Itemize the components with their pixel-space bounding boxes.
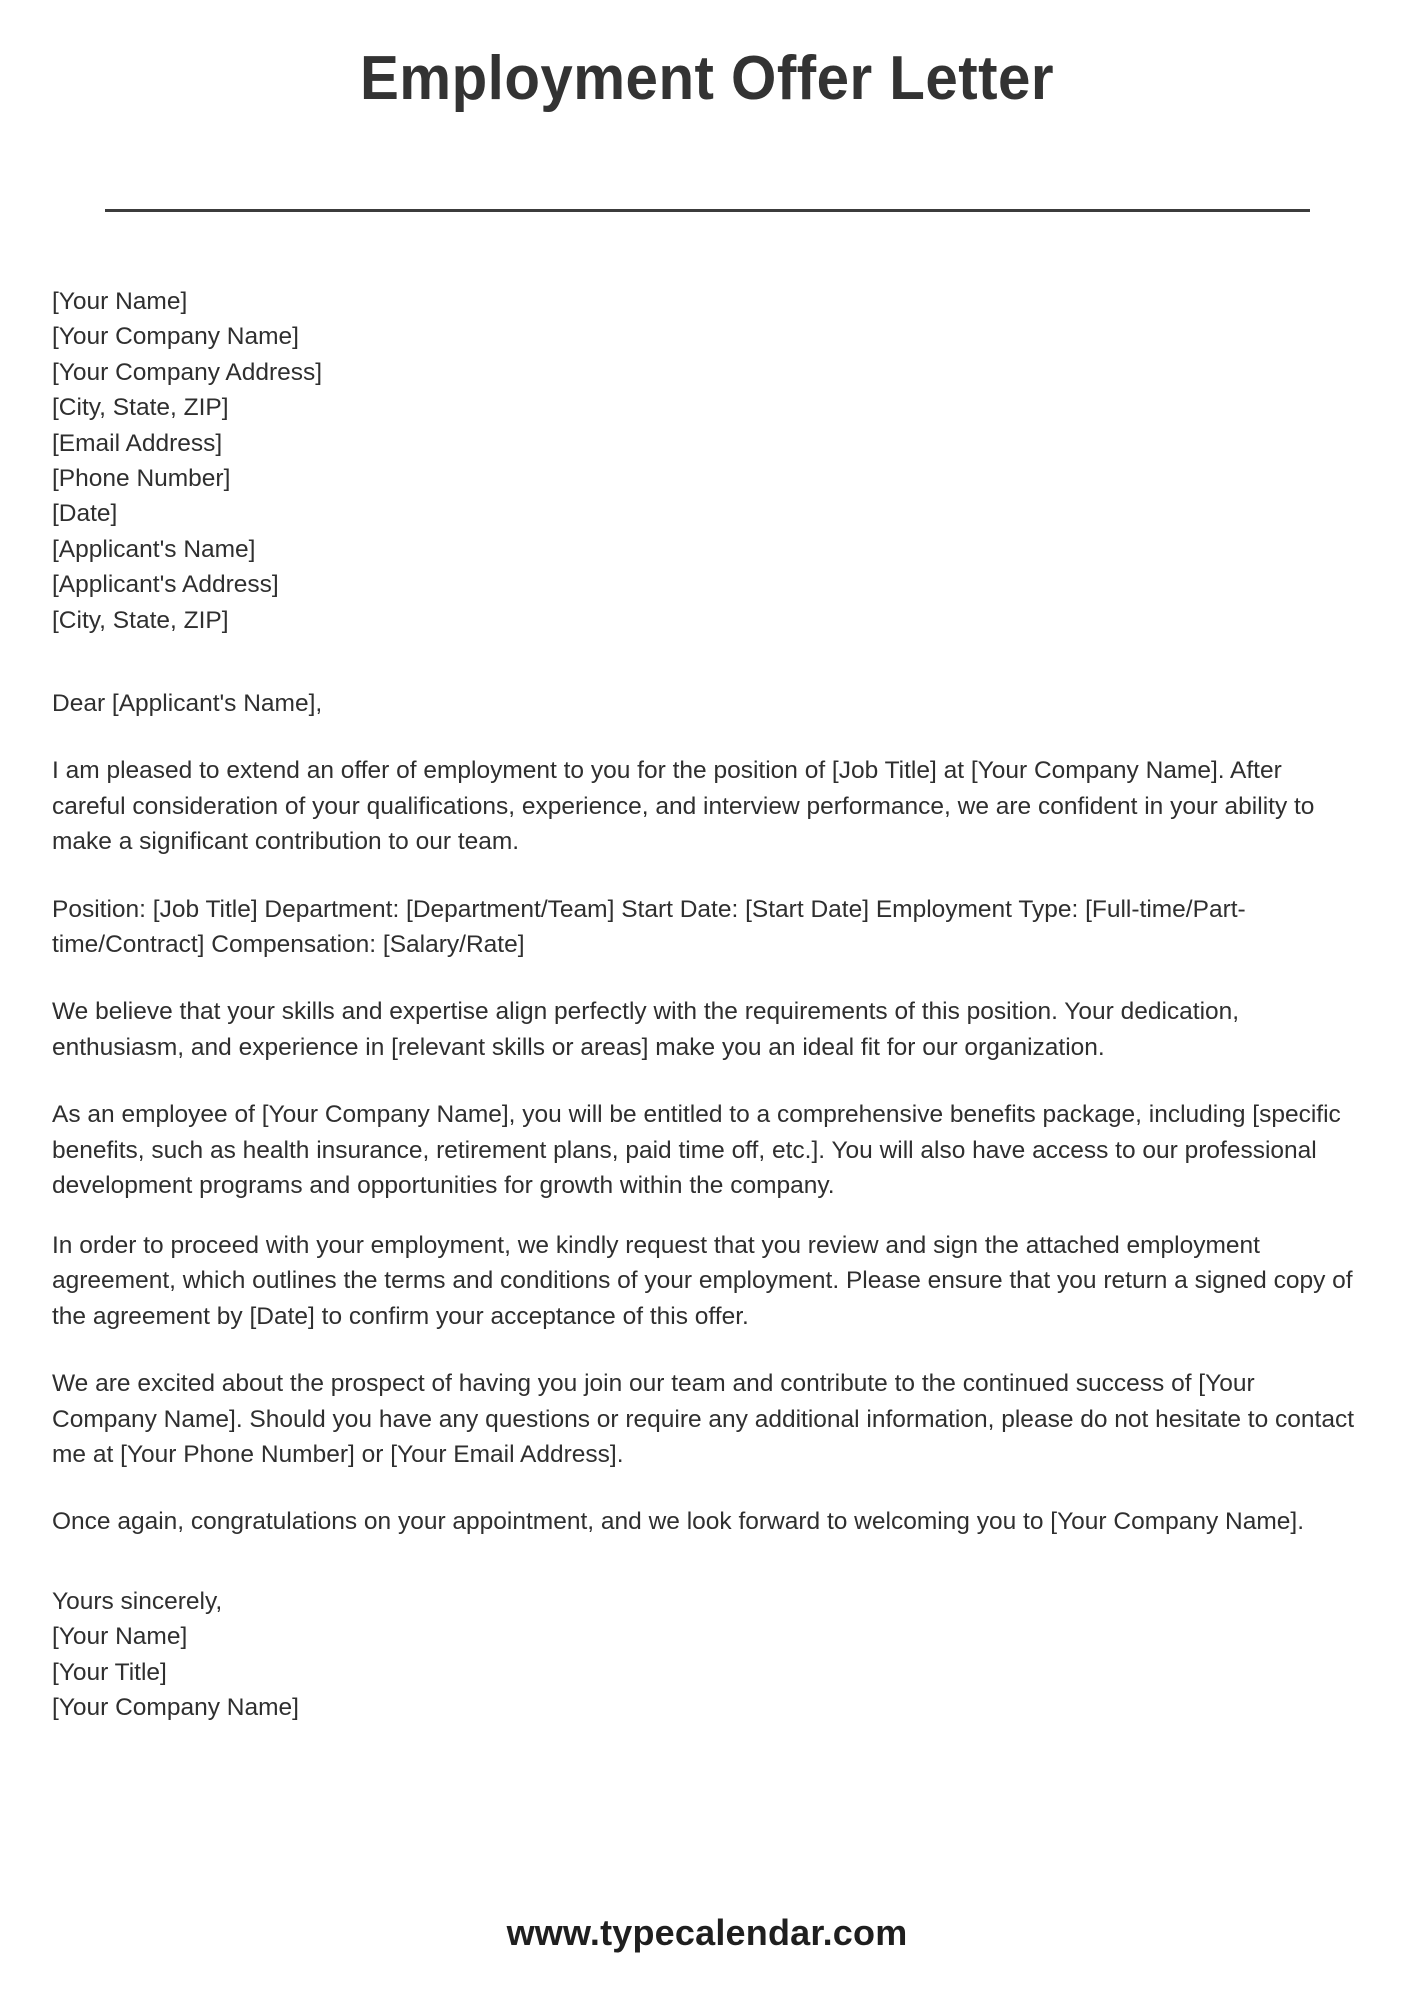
address-line-applicant-city-state-zip: [City, State, ZIP]	[52, 606, 229, 634]
closing-block	[52, 1584, 1362, 1726]
page-footer	[0, 1912, 1414, 1954]
closing-your-title: [Your Title]	[52, 1658, 167, 1686]
sender-address-block	[52, 284, 1362, 638]
page-title: Employment Offer Letter	[359, 44, 1055, 113]
paragraph-offer-intro: I am pleased to extend an offer of employment to you for the position of [Job Title] at [Your Company Name]. After careful consideration of your qualifications, experience, and interview performance, we are confident in your ability to make a significant contribution to our team.	[52, 757, 1315, 856]
address-line-phone: [Phone Number]	[52, 464, 231, 492]
salutation: Dear [Applicant's Name],	[52, 690, 323, 718]
footer-website-url[interactable]: www.typecalendar.com	[506, 1912, 908, 1953]
closing-your-name: [Your Name]	[52, 1623, 188, 1651]
closing-salutation: Yours sincerely,	[52, 1587, 223, 1615]
address-line-your-name: [Your Name]	[52, 287, 188, 315]
address-line-company-address: [Your Company Address]	[52, 358, 323, 386]
letter-body	[0, 284, 1414, 1726]
address-line-email: [Email Address]	[52, 429, 223, 457]
address-line-applicant-address: [Applicant's Address]	[52, 571, 279, 599]
paragraph-agreement-signing: In order to proceed with your employment, we kindly request that you review and sign the attached employment agreement, which outlines the terms and conditions of your employment. Please ensure that you return a signed copy of the agreement by [Date] to confirm your acceptance of this offer.	[52, 1231, 1353, 1330]
paragraph-skills-fit: We believe that your skills and expertise align perfectly with the requirements of this position. Your dedication, enthusiasm, and experience in [relevant skills or areas] make you an ideal fit for our organization.	[52, 998, 1240, 1061]
paragraph-benefits: As an employee of [Your Company Name], you will be entitled to a comprehensive benefits package, including [specific benefits, such as health insurance, retirement plans, paid time off, etc.]. You will also have access to our professional development programs and opportunities for growth within the company.	[52, 1101, 1341, 1200]
closing-company-name: [Your Company Name]	[52, 1694, 299, 1722]
title-divider	[105, 209, 1310, 212]
address-line-company-name: [Your Company Name]	[52, 323, 299, 351]
paragraph-contact-info: We are excited about the prospect of having you join our team and contribute to the continued success of [Your Company Name]. Should you have any questions or require any additional information, please do not hesitate to contact me at [Your Phone Number] or [Your Email Address].	[52, 1370, 1355, 1469]
address-line-applicant-name: [Applicant's Name]	[52, 535, 256, 563]
address-line-city-state-zip: [City, State, ZIP]	[52, 394, 229, 422]
address-line-date: [Date]	[52, 500, 118, 528]
document-header	[0, 0, 1414, 212]
paragraph-position-details: Position: [Job Title] Department: [Department/Team] Start Date: [Start Date] Employment Type: [Full-time/Part-time/Contract] Compensation: [Salary/Rate]	[52, 895, 1246, 959]
paragraph-congratulations: Once again, congratulations on your appointment, and we look forward to welcoming you to [Your Company Name].	[52, 1508, 1305, 1536]
